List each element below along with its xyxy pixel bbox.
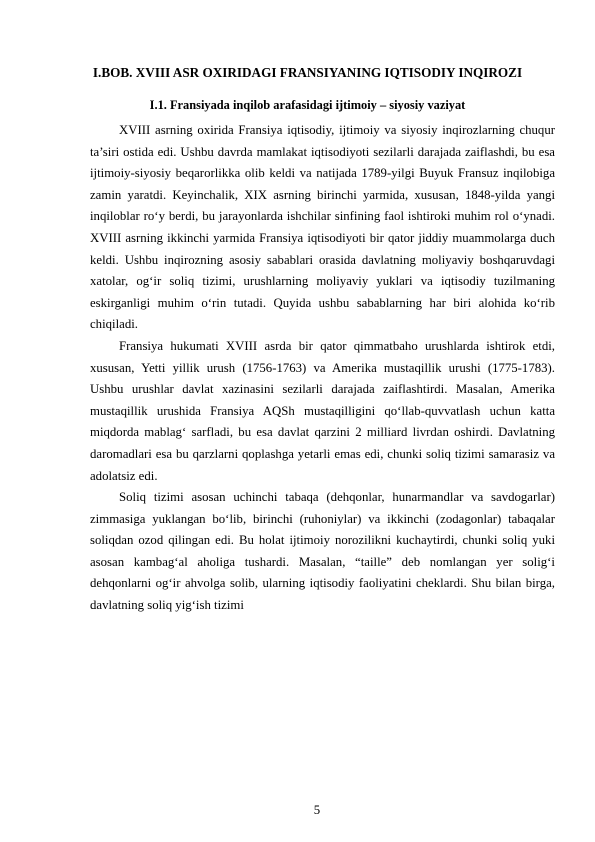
paragraph: Fransiya hukumati XVIII asrda bir qator qimmatbaho urushlarda ishtirok etdi, xususan, Yetti yillik urush (1756-1763) va Amerika mustaqillik urushi (1775-1783). Ushbu urushlar davlat xazinasini sezilarli darajada zaiflashtirdi. Masalan, Amerika mustaqillik urushida Fransiya AQSh mustaqilligini qo‘llab-quvvatlash uchun katta miqdorda mablag‘ sarfladi, bu esa davlat qarzini 2 milliard livrdan oshirdi. Davlatning daromadlari esa bu qarzlarni qoplashga yetarli emas edi, chunki soliq tizimi samarasiz va adolatsiz edi. <box>90 338 555 483</box>
body-text <box>90 120 555 617</box>
paragraph: Soliq tizimi asosan uchinchi tabaqa (dehqonlar, hunarmandlar va savdogarlar) zimmasiga yuklangan bo‘lib, birinchi (ruhoniylar) va ikkinchi (zodagonlar) tabaqalar soliqdan ozod qilingan edi. Bu holat ijtimoiy norozilikni kuchaytirdi, chunki soliq yuki asosan kambag‘al aholiga tushardi. Masalan, “taille” deb nomlangan yer solig‘i dehqonlarni og‘ir ahvolga solib, ularning iqtisodiy faoliyatini cheklardi. Shu bilan birga, davlatning soliq yig‘ish tizimi <box>90 490 555 613</box>
page-number: 5 <box>313 803 321 817</box>
section-title: I.1. Fransiyada inqilob arafasidagi ijtimoiy – siyosiy vaziyat <box>149 98 466 112</box>
paragraph: XVIII asrning oxirida Fransiya iqtisodiy, ijtimoiy va siyosiy inqirozlarning chuqur ta’siri ostida edi. Ushbu davrda mamlakat iqtisodiyoti sezilarli darajada zaiflashdi, bu esa ijtimoiy-siyosiy beqarorlikka olib keldi va natijada 1789-yilgi Buyuk Fransuz inqilobiga zamin yaratdi. Keyinchalik, XIX asrning birinchi yarmida, xususan, 1848-yilda yangi inqiloblar ro‘y berdi, bu jarayonlarda ishchilar sinfining faol ishtiroki muhim rol o‘ynadi. XVIII asrning ikkinchi yarmida Fransiya iqtisodiyoti bir qator jiddiy muammolarga duch keldi. Ushbu inqirozning asosiy sabablari orasida davlatning moliyaviy boshqaruvdagi xatolar, og‘ir soliq tizimi, urushlarning moliyaviy yuklari va iqtisodiy tuzilmaning eskirganligi muhim o‘rin tutadi. Quyida ushbu sabablarning har biri alohida ko‘rib chiqiladi. <box>90 123 555 332</box>
chapter-title: I.BOB. XVIII ASR OXIRIDAGI FRANSIYANING IQTISODIY INQIROZI <box>92 65 523 80</box>
